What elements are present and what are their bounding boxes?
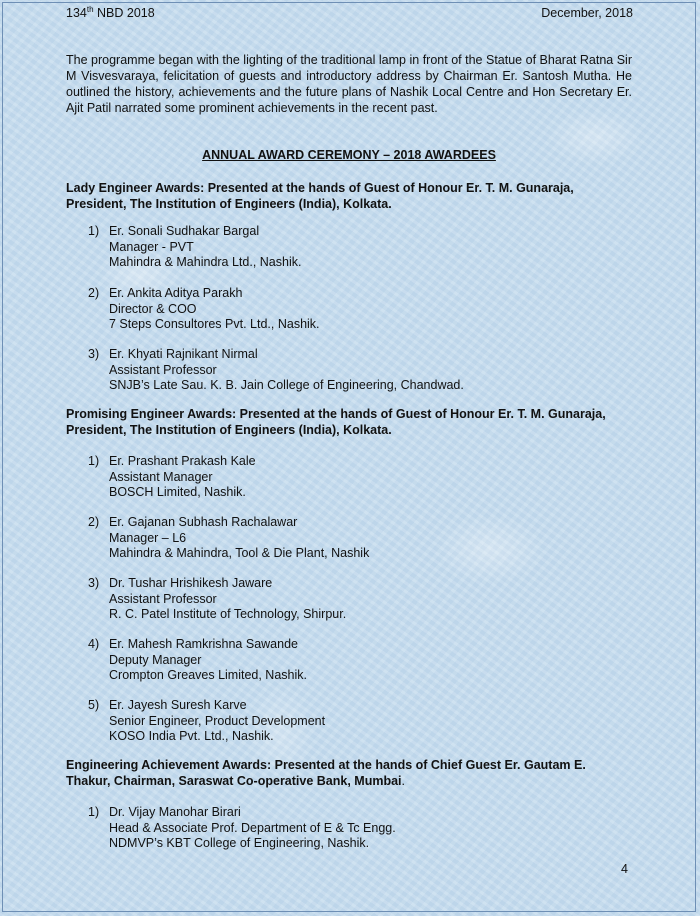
awardee-organization: SNJB’s Late Sau. K. B. Jain College of Engineering, Chandwad. [109, 378, 464, 392]
awardee-name: Dr. Tushar Hrishikesh Jaware [109, 576, 273, 590]
awardee-organization: NDMVP’s KBT College of Engineering, Nashik. [109, 836, 370, 850]
awardee-organization: KOSO India Pvt. Ltd., Nashik. [109, 729, 274, 743]
awardee-designation: Manager - PVT [109, 239, 194, 254]
awardee-designation: Senior Engineer, Product Development [109, 713, 326, 728]
awardee-number: 1) [88, 805, 100, 819]
awardee-designation: Head & Associate Prof. Department of E & Tc Engg. [109, 820, 396, 835]
section-heading-lady-engineer: Lady Engineer Awards: Presented at the hands of Guest of Honour Er. T. M. Gunaraja, President, The Institution of Engineers (India), Kolkata. [66, 181, 574, 211]
awardee-number: 2) [88, 286, 100, 300]
awardee-organization: Mahindra & Mahindra, Tool & Die Plant, Nashik [109, 546, 370, 560]
page-number: 4 [621, 862, 628, 876]
awardee-organization: Mahindra & Mahindra Ltd., Nashik. [109, 255, 302, 269]
awardee-name: Er. Mahesh Ramkrishna Sawande [109, 637, 298, 651]
awardee-name: Er. Prashant Prakash Kale [109, 454, 256, 468]
header-edition: 134th NBD 2018 [66, 4, 155, 20]
ceremony-title: ANNUAL AWARD CEREMONY – 2018 AWARDEES [202, 148, 496, 162]
awardee-name: Er. Gajanan Subhash Rachalawar [109, 515, 298, 529]
awardee-name: Er. Jayesh Suresh Karve [109, 698, 247, 712]
intro-paragraph: The programme began with the lighting of the traditional lamp in front of the Statue of Bharat Ratna Sir M Visvesvaraya, felicitation of guests and introductory address by Chairman Er. Santosh Mutha. He outlined the history, achievements and the future plans of Nashik Local Centre and Hon Secretary Er. Ajit Patil narrated some prominent achievements in the recent past. [66, 53, 632, 115]
section-heading-engineering-achievement: Engineering Achievement Awards: Presented at the hands of Chief Guest Er. Gautam E. Thakur, Chairman, Saraswat Co-operative Bank, Mumbai. [66, 758, 586, 788]
awardee-name: Dr. Vijay Manohar Birari [109, 805, 241, 819]
awardee-number: 1) [88, 224, 100, 238]
awardee-number: 3) [88, 576, 100, 590]
awardee-number: 1) [88, 454, 100, 468]
awardee-number: 3) [88, 347, 100, 361]
awardee-designation: Manager – L6 [109, 530, 187, 545]
awardee-designation: Assistant Manager [109, 469, 213, 484]
awardee-designation: Director & COO [109, 301, 197, 316]
header-date: December, 2018 [541, 6, 633, 20]
awardee-organization: R. C. Patel Institute of Technology, Shirpur. [109, 607, 347, 621]
awardee-organization: Crompton Greaves Limited, Nashik. [109, 668, 307, 682]
awardee-designation: Deputy Manager [109, 652, 202, 667]
awardee-number: 5) [88, 698, 100, 712]
awardee-organization: 7 Steps Consultores Pvt. Ltd., Nashik. [109, 317, 320, 331]
awardee-number: 2) [88, 515, 100, 529]
awardee-designation: Assistant Professor [109, 362, 217, 377]
awardee-name: Er. Ankita Aditya Parakh [109, 286, 243, 300]
section-heading-promising-engineer: Promising Engineer Awards: Presented at the hands of Guest of Honour Er. T. M. Gunaraja, President, The Institution of Engineers (India), Kolkata. [66, 407, 606, 437]
awardee-name: Er. Sonali Sudhakar Bargal [109, 224, 260, 238]
awardee-name: Er. Khyati Rajnikant Nirmal [109, 347, 258, 361]
awardee-number: 4) [88, 637, 100, 651]
awardee-organization: BOSCH Limited, Nashik. [109, 485, 246, 499]
awardee-designation: Assistant Professor [109, 591, 217, 606]
